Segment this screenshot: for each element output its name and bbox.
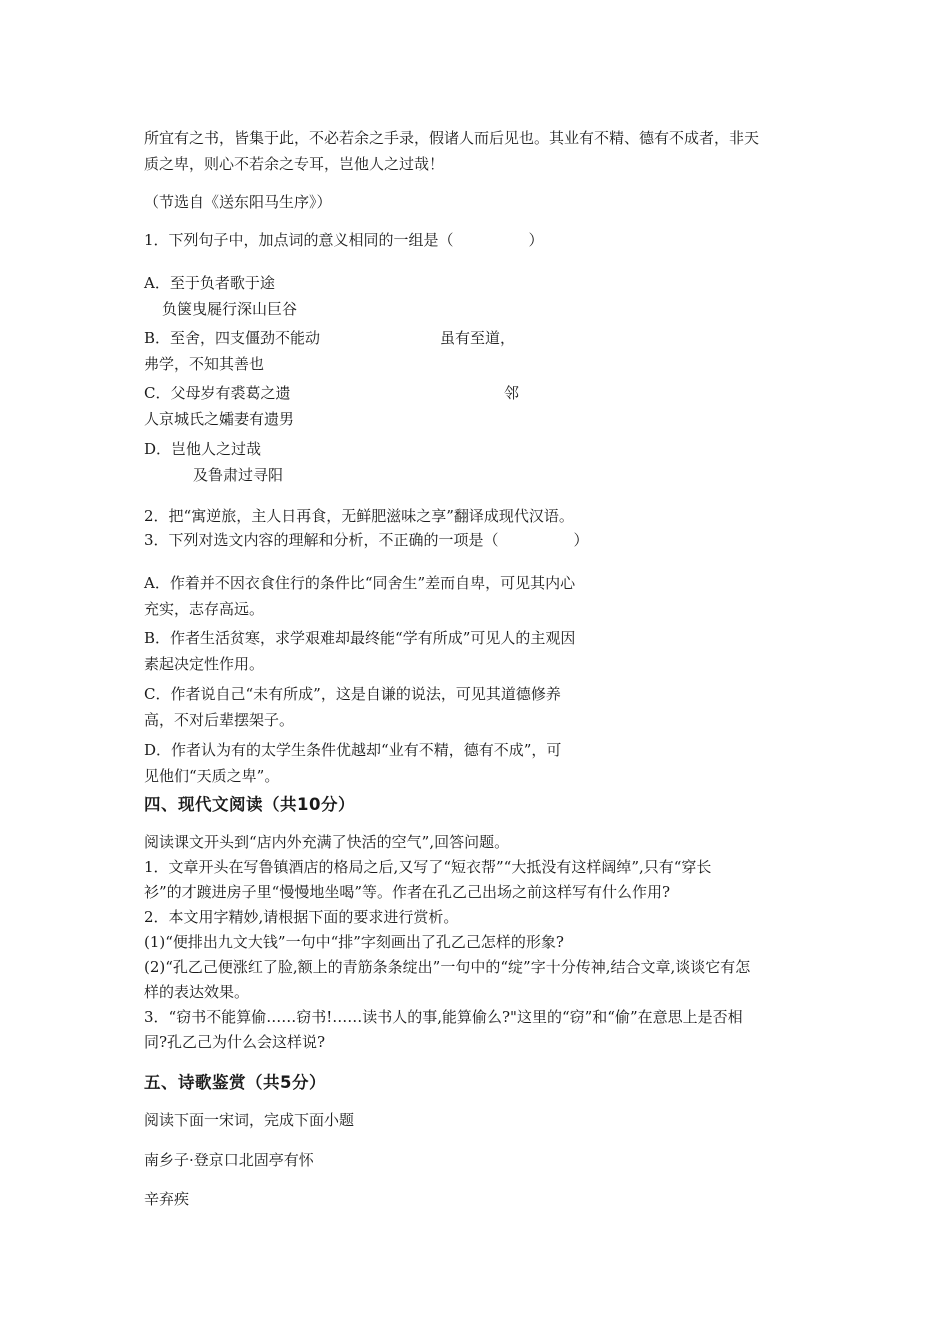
question-1-option-d: D．岂他人之过哉 [144, 440, 262, 458]
question-3-option-b: B．作者生活贫寒，求学艰难却最终能“学有所成”可见人的主观因 [144, 629, 576, 647]
section-5-heading: 五、诗歌鉴赏（共5分） [144, 1073, 326, 1092]
question-1-option-a: A．至于负者歌于途 [144, 274, 275, 292]
section-4-q2-2-line-1: (2)“孔乙己便涨红了脸,额上的青筋条条绽出”一句中的“绽”字十分传神,结合文章,谈谈它有怎 [144, 958, 751, 976]
passage-line-1: 所宜有之书，皆集于此，不必若余之手录，假诸人而后见也。其业有不精、德有不成者，非天 [144, 129, 760, 147]
question-3-option-d: D．作者认为有的太学生条件优越却“业有不精，德有不成”，可 [144, 741, 562, 759]
question-1-option-b-right: 虽有至道， [440, 329, 516, 347]
section-4-q3-line-2: 同?孔乙己为什么会这样说? [144, 1033, 326, 1051]
question-1-option-c: C．父母岁有裘葛之遗 [144, 384, 291, 402]
poem-author: 辛弃疾 [144, 1190, 190, 1208]
section-4-q1-line-1: 1．文章开头在写鲁镇酒店的格局之后,又写了“短衣帮”“大抵没有这样阔绰”,只有“穿长 [144, 858, 712, 876]
question-3-stem: 3．下列对选文内容的理解和分析，不正确的一项是（ ） [144, 531, 589, 549]
section-4-intro: 阅读课文开头到“店内外充满了快活的空气”,回答问题。 [144, 833, 510, 851]
question-2-stem: 2．把“寓逆旅，主人日再食，无鲜肥滋味之享”翻译成现代汉语。 [144, 507, 574, 525]
question-3-option-c-cont: 高，不对后辈摆架子。 [144, 711, 295, 729]
question-3-option-a-cont: 充实，志存高远。 [144, 600, 265, 618]
question-3-option-b-cont: 素起决定性作用。 [144, 655, 265, 673]
question-1-option-d-cont: 及鲁肃过寻阳 [193, 466, 284, 484]
question-1-option-b: B．至舍，四支僵劲不能动 [144, 329, 321, 347]
poem-title: 南乡子·登京口北固亭有怀 [144, 1151, 314, 1169]
question-1-option-c-right: 邻 [504, 384, 520, 402]
section-4-q2-1: (1)“便排出九文大钱”一句中“排”字刻画出了孔乙己怎样的形象? [144, 933, 564, 951]
section-4-q2: 2．本文用字精妙,请根据下面的要求进行赏析。 [144, 908, 459, 926]
question-3-option-c: C．作者说自己“未有所成”，这是自谦的说法，可见其道德修养 [144, 685, 561, 703]
question-3-option-d-cont: 见他们“天质之卑”。 [144, 767, 280, 785]
passage-line-2: 质之卑，则心不若余之专耳，岂他人之过哉！ [144, 155, 445, 173]
question-1-option-b-cont: 弗学，不知其善也 [144, 355, 265, 373]
section-4-q3-line-1: 3．“窃书不能算偷……窃书!……读书人的事,能算偷么?"这里的“窃”和“偷”在意思上是否相 [144, 1008, 743, 1026]
section-4-heading: 四、现代文阅读（共10分） [144, 795, 355, 814]
section-4-q2-2-line-2: 样的表达效果。 [144, 983, 250, 1001]
question-1-option-a-cont: 负箧曳屣行深山巨谷 [162, 300, 298, 318]
question-1-option-c-cont: 人京城氏之孀妻有遗男 [144, 410, 295, 428]
passage-source: （节选自《送东阳马生序》） [144, 193, 332, 211]
question-3-option-a: A．作着并不因衣食住行的条件比“同舍生”差而自卑，可见其内心 [144, 574, 576, 592]
question-1-stem: 1．下列句子中，加点词的意义相同的一组是（ ） [144, 231, 544, 249]
section-4-q1-line-2: 衫”的才踱进房子里“慢慢地坐喝”等。作者在孔乙己出场之前这样写有什么作用? [144, 883, 671, 901]
section-5-intro: 阅读下面一宋词，完成下面小题 [144, 1111, 355, 1129]
